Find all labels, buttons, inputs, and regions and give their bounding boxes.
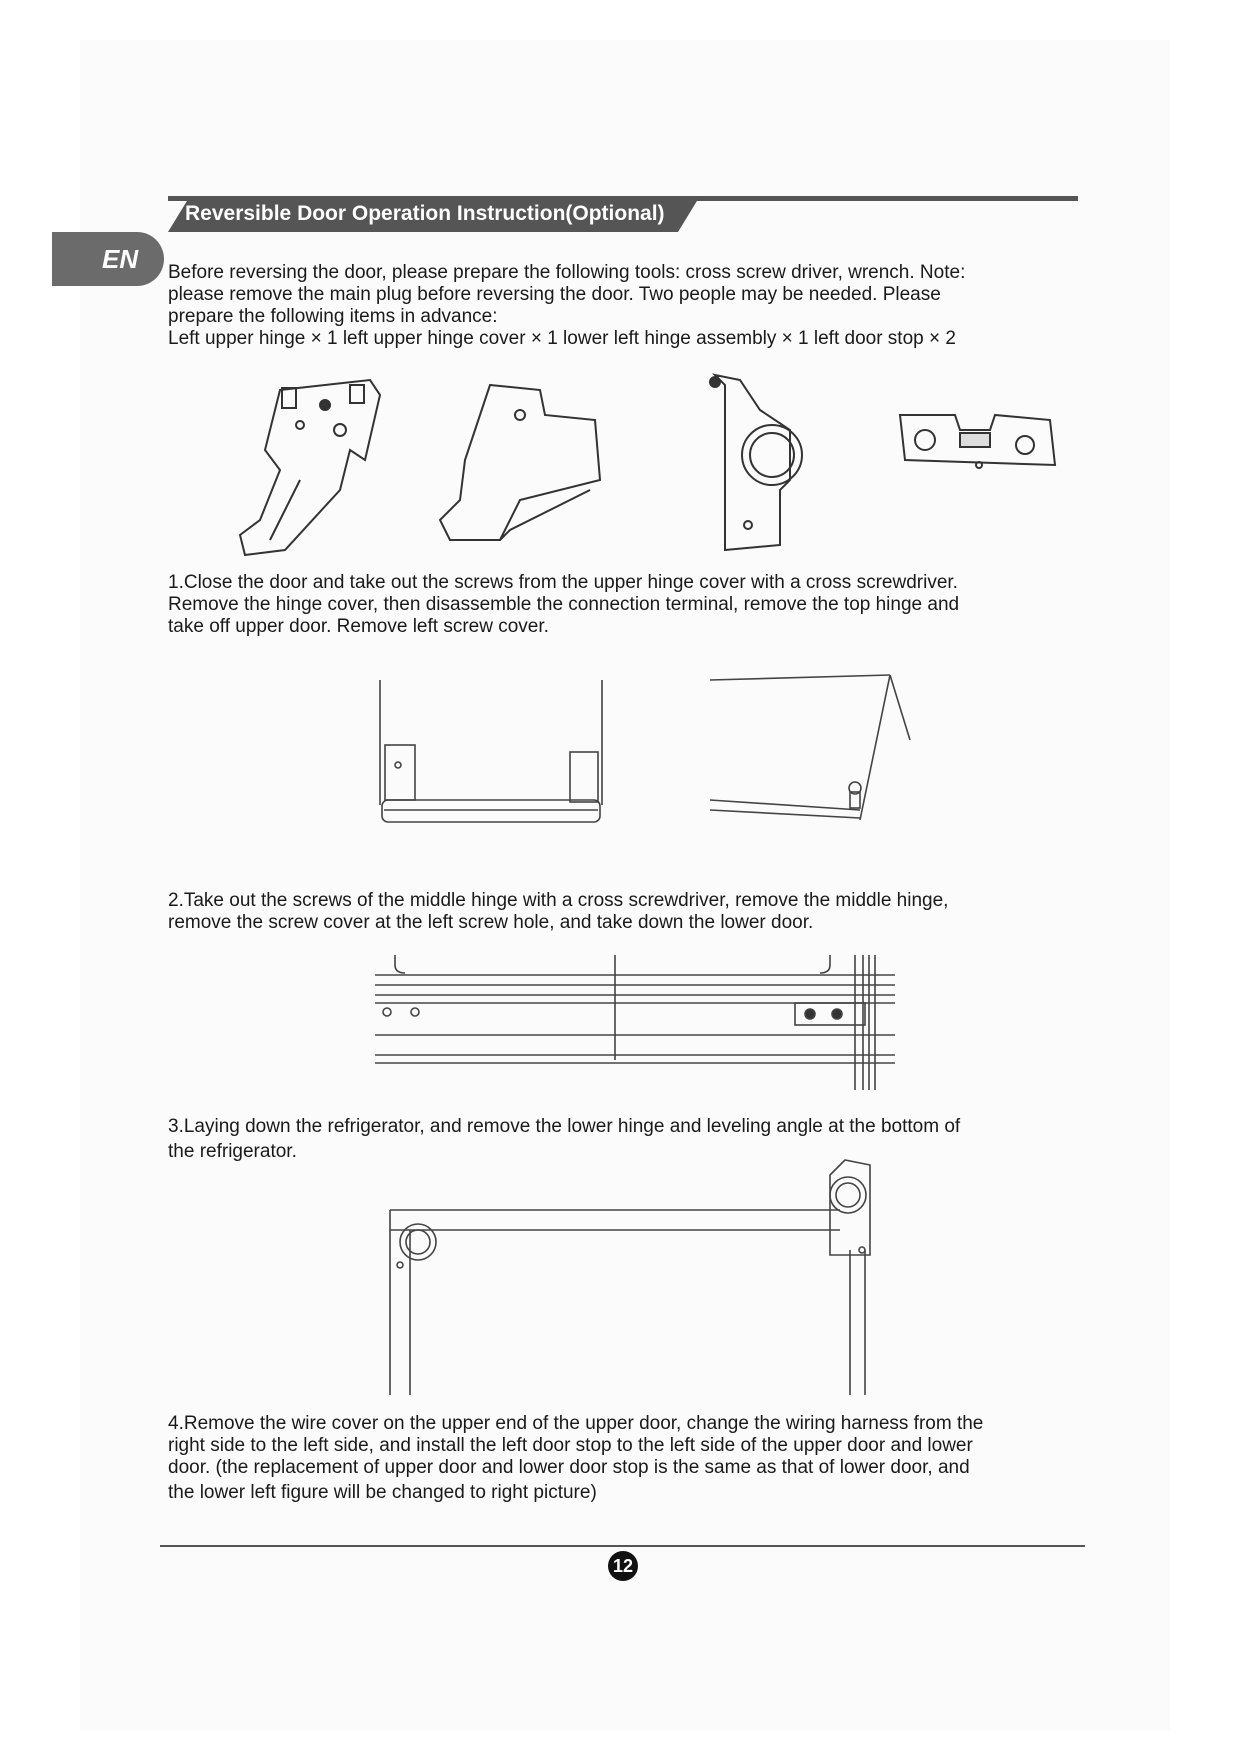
step-line: Remove the hinge cover, then disassemble the connection terminal, remove the top hinge and [168, 594, 960, 615]
intro-line: please remove the main plug before reversing the door. Two people may be needed. Please [168, 284, 941, 305]
step-line: door. (the replacement of upper door and lower door stop is the same as that of lower door, and [168, 1457, 970, 1478]
upper-hinge-illustration [240, 380, 380, 555]
fridge-bottom-illustration [390, 1160, 870, 1395]
step-line: 3.Laying down the refrigerator, and remove the lower hinge and leveling angle at the bottom of [168, 1116, 961, 1137]
step-line: the lower left figure will be changed to right picture) [168, 1482, 597, 1503]
hinge-cover-illustration [440, 385, 600, 540]
middle-hinge-illustration [375, 955, 895, 1090]
step-line: the refrigerator. [168, 1141, 297, 1162]
step-line: remove the screw cover at the left screw hole, and take down the lower door. [168, 912, 814, 933]
step-2-text [168, 890, 1048, 934]
step-line: take off upper door. Remove left screw cover. [168, 616, 549, 637]
section-title: Reversible Door Operation Instruction(Optional) [185, 202, 665, 225]
language-tab: EN [52, 232, 164, 286]
lower-hinge-assembly-illustration [710, 375, 802, 550]
step-line: 1.Close the door and take out the screws from the upper hinge cover with a cross screwdriver. [168, 572, 958, 593]
step-line: 2.Take out the screws of the middle hinge with a cross screwdriver, remove the middle hinge, [168, 890, 949, 911]
step-1-text [168, 572, 1048, 638]
cabinet-top-view-illustration [380, 680, 602, 822]
footer-rule [160, 1545, 1085, 1547]
door-stop-illustration [900, 415, 1055, 468]
intro-line: Before reversing the door, please prepare the following tools: cross screw driver, wrench. Note: [168, 262, 966, 283]
step-2-figure [375, 955, 905, 1090]
step-3-figure [380, 1155, 880, 1400]
page-number: 12 [608, 1551, 638, 1581]
parts-figure [200, 370, 1080, 570]
step-line: 4.Remove the wire cover on the upper end of the upper door, change the wiring harness from the [168, 1413, 984, 1434]
step-4-text [168, 1413, 1048, 1504]
intro-line: prepare the following items in advance: [168, 306, 498, 327]
door-removed-illustration [710, 675, 910, 820]
intro-line: Left upper hinge × 1 left upper hinge cover × 1 lower left hinge assembly × 1 left door stop × 2 [168, 328, 956, 349]
step-line: right side to the left side, and install the left door stop to the left side of the upper door and lower [168, 1435, 973, 1456]
step-1-figure [370, 670, 930, 850]
intro-text [168, 262, 1048, 350]
